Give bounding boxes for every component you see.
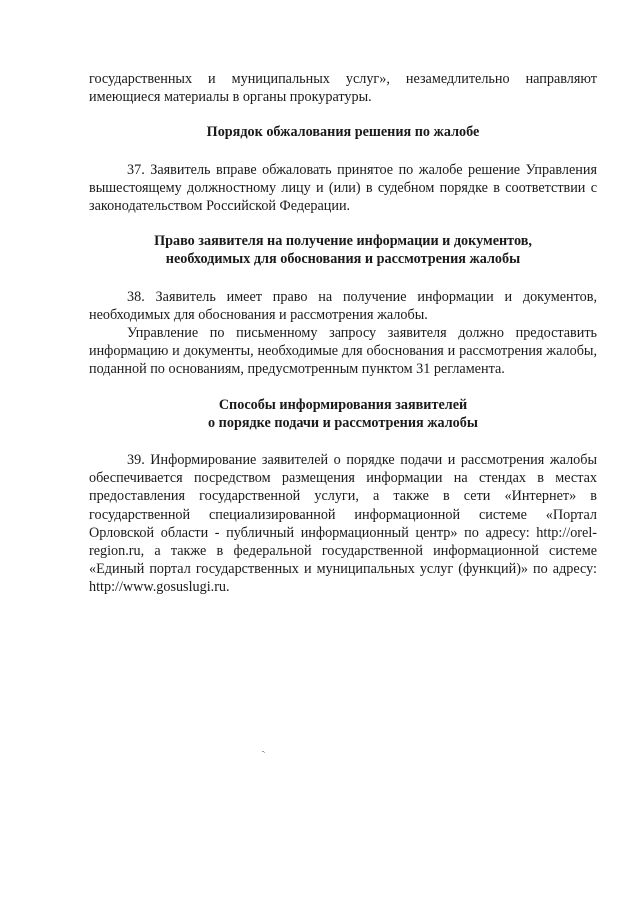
scan-speck — [264, 752, 265, 753]
paragraph-39: 39. Информирование заявителей о порядке подачи и рассмотрения жалобы обеспечивается посредством размещения информации на стендах в местах предоставления государственной услуги, а также в сети «Интернет» в государственной специализированной информационной системе «Портал Орловской области - публичный информационный центр» по адресу: http://orel-region.ru, а также в федеральной государственной информационной системе «Единый портал государственных и муниципальных услуг (функций)» по адресу: http://www.gosuslugi.ru. — [89, 452, 597, 596]
spacer — [89, 269, 597, 288]
section-heading-informing-line1: Способы информирования заявителей — [218, 396, 468, 413]
section-heading-informing-line2: о порядке подачи и рассмотрения жалобы — [208, 414, 478, 431]
paragraph-38: 38. Заявитель имеет право на получение информации и документов, необходимых для обоснования и рассмотрения жалобы. — [89, 288, 597, 323]
paragraph-38-continued: Управление по письменному запросу заявителя должно предоставить информацию и документы, необходимые для обоснования и рассмотрения жалобы, поданной по основаниям, предусмотренным пунктом 31 регламента. — [89, 325, 597, 378]
section-heading-right-to-info-line2: необходимых для обоснования и рассмотрения жалобы — [165, 251, 521, 268]
section-heading-appeal-text: Порядок обжалования решения по жалобе — [206, 124, 480, 141]
section-heading-right-to-info — [89, 232, 597, 268]
document-page — [89, 70, 597, 597]
section-heading-appeal — [89, 123, 597, 141]
spacer — [89, 142, 597, 161]
spacer — [89, 379, 597, 396]
spacer — [89, 432, 597, 451]
spacer — [89, 106, 597, 123]
paragraph-37: 37. Заявитель вправе обжаловать принятое по жалобе решение Управления вышестоящему должностному лицу и (или) в судебном порядке в соответствии с законодательством Российской Федерации. — [89, 161, 597, 215]
section-heading-right-to-info-line1: Право заявителя на получение информации и документов, — [154, 233, 532, 250]
intro-paragraph: государственных и муниципальных услуг», незамедлительно направляют имеющиеся материалы в органы прокуратуры. — [89, 71, 597, 106]
spacer — [89, 215, 597, 232]
section-heading-informing — [89, 396, 597, 432]
